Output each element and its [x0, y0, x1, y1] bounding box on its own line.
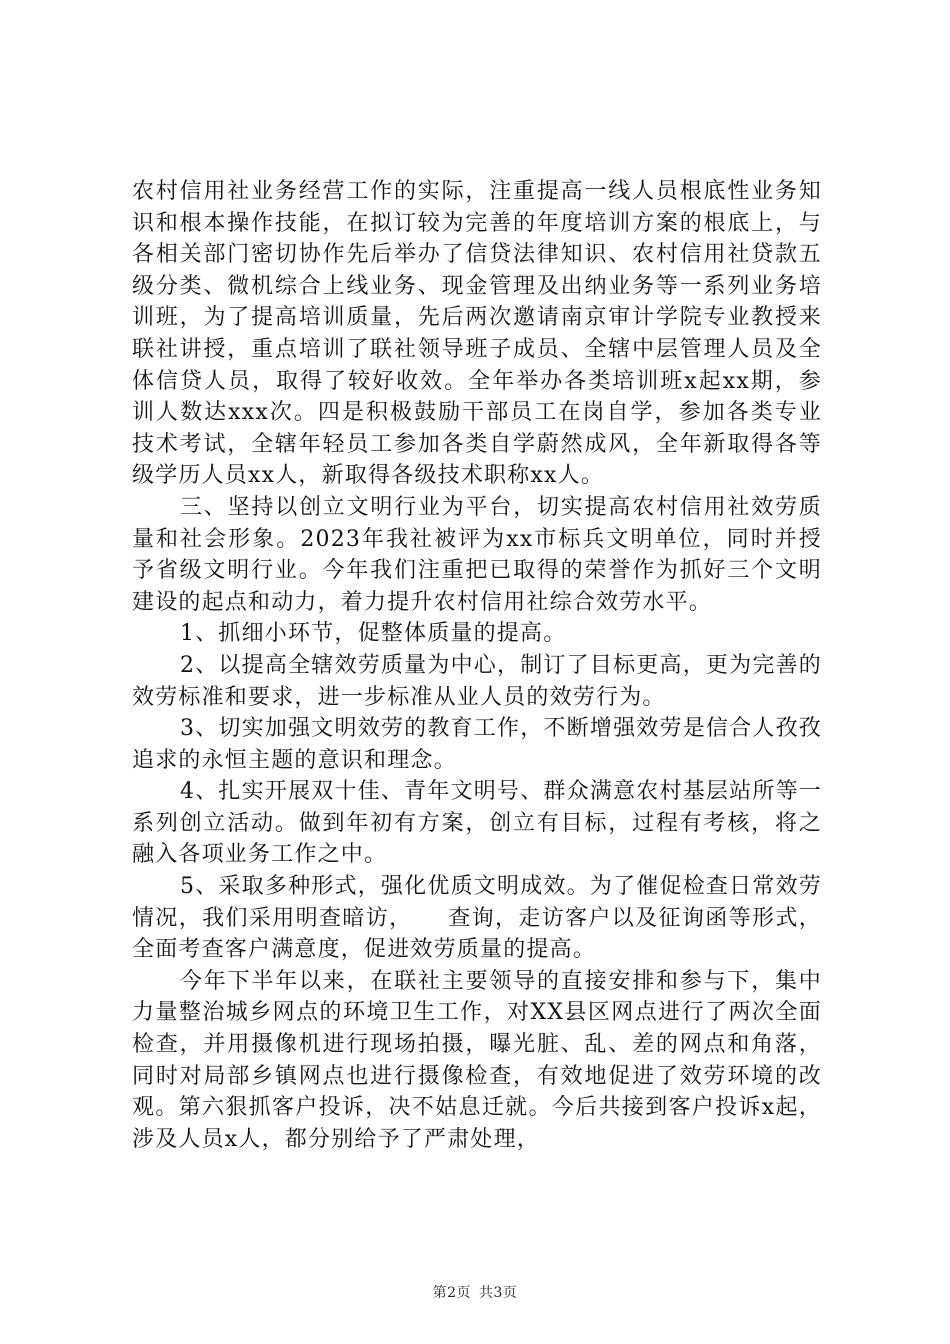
page-number: 第2页 [432, 1285, 471, 1301]
paragraph-item-4: 4、扎实开展双十佳、青年文明号、群众满意农村基层站所等一系列创立活动。做到年初有方案，创立有目标，过程有考核，将之融入各项业务工作之中。 [132, 779, 822, 868]
paragraph-training: 农村信用社业务经营工作的实际，注重提高一线人员根底性业务知识和根本操作技能，在拟订较为完善的年度培训方案的根底上，与各相关部门密切协作先后举办了信贷法律知识、农村信用社贷款五级分类、微机综合上线业务、现金管理及出纳业务等一系列业务培训班，为了提高培训质量，先后两次邀请南京审计学院专业教授来联社讲授，重点培训了联社领导班子成员、全辖中层管理人员及全体信贷人员，取得了较好收效。全年举办各类培训班x起xx期，参训人数达xxx次。四是积极鼓励干部员工在岗自学，参加各类专业技术考试，全辖年轻员工参加各类自学蔚然成风，全年新取得各等级学历人员xx人，新取得各级技术职称xx人。 [132, 179, 822, 489]
paragraph-second-half-year: 今年下半年以来，在联社主要领导的直接安排和参与下，集中力量整治城乡网点的环境卫生工作，对XX县区网点进行了两次全面检查，并用摄像机进行现场拍摄，曝光脏、乱、差的网点和角落，同时对局部乡镇网点也进行摄像检查，有效地促进了效劳环境的改观。第六狠抓客户投诉，决不姑息迁就。今后共接到客户投诉x起，涉及人员x人，都分别给予了严肃处理， [132, 968, 822, 1152]
page-total: 共3页 [479, 1285, 518, 1301]
paragraph-item-3: 3、切实加强文明效劳的教育工作，不断增强效劳是信合人孜孜追求的永恒主题的意识和理念。 [132, 716, 822, 773]
paragraph-item-5: 5、采取多种形式，强化优质文明成效。为了催促检查日常效劳情况，我们采用明查暗访， 查询，走访客户以及征询函等形式，全面考查客户满意度，促进效劳质量的提高。 [132, 874, 822, 963]
document-body [132, 176, 822, 1155]
page-footer [0, 1282, 950, 1302]
paragraph-item-1: 1、抓细小环节，促整体质量的提高。 [180, 621, 567, 647]
paragraph-civilization-platform: 三、坚持以创立文明行业为平台，切实提高农村信用社效劳质量和社会形象。2023年我社被评为xx市标兵文明单位，同时并授予省级文明行业。今年我们注重把已取得的荣誉作为抓好三个文明建设的起点和动力，着力提升农村信用社综合效劳水平。 [132, 494, 822, 615]
paragraph-item-2: 2、以提高全辖效劳质量为中心，制订了目标更高，更为完善的效劳标准和要求，进一步标准从业人员的效劳行为。 [132, 652, 822, 710]
